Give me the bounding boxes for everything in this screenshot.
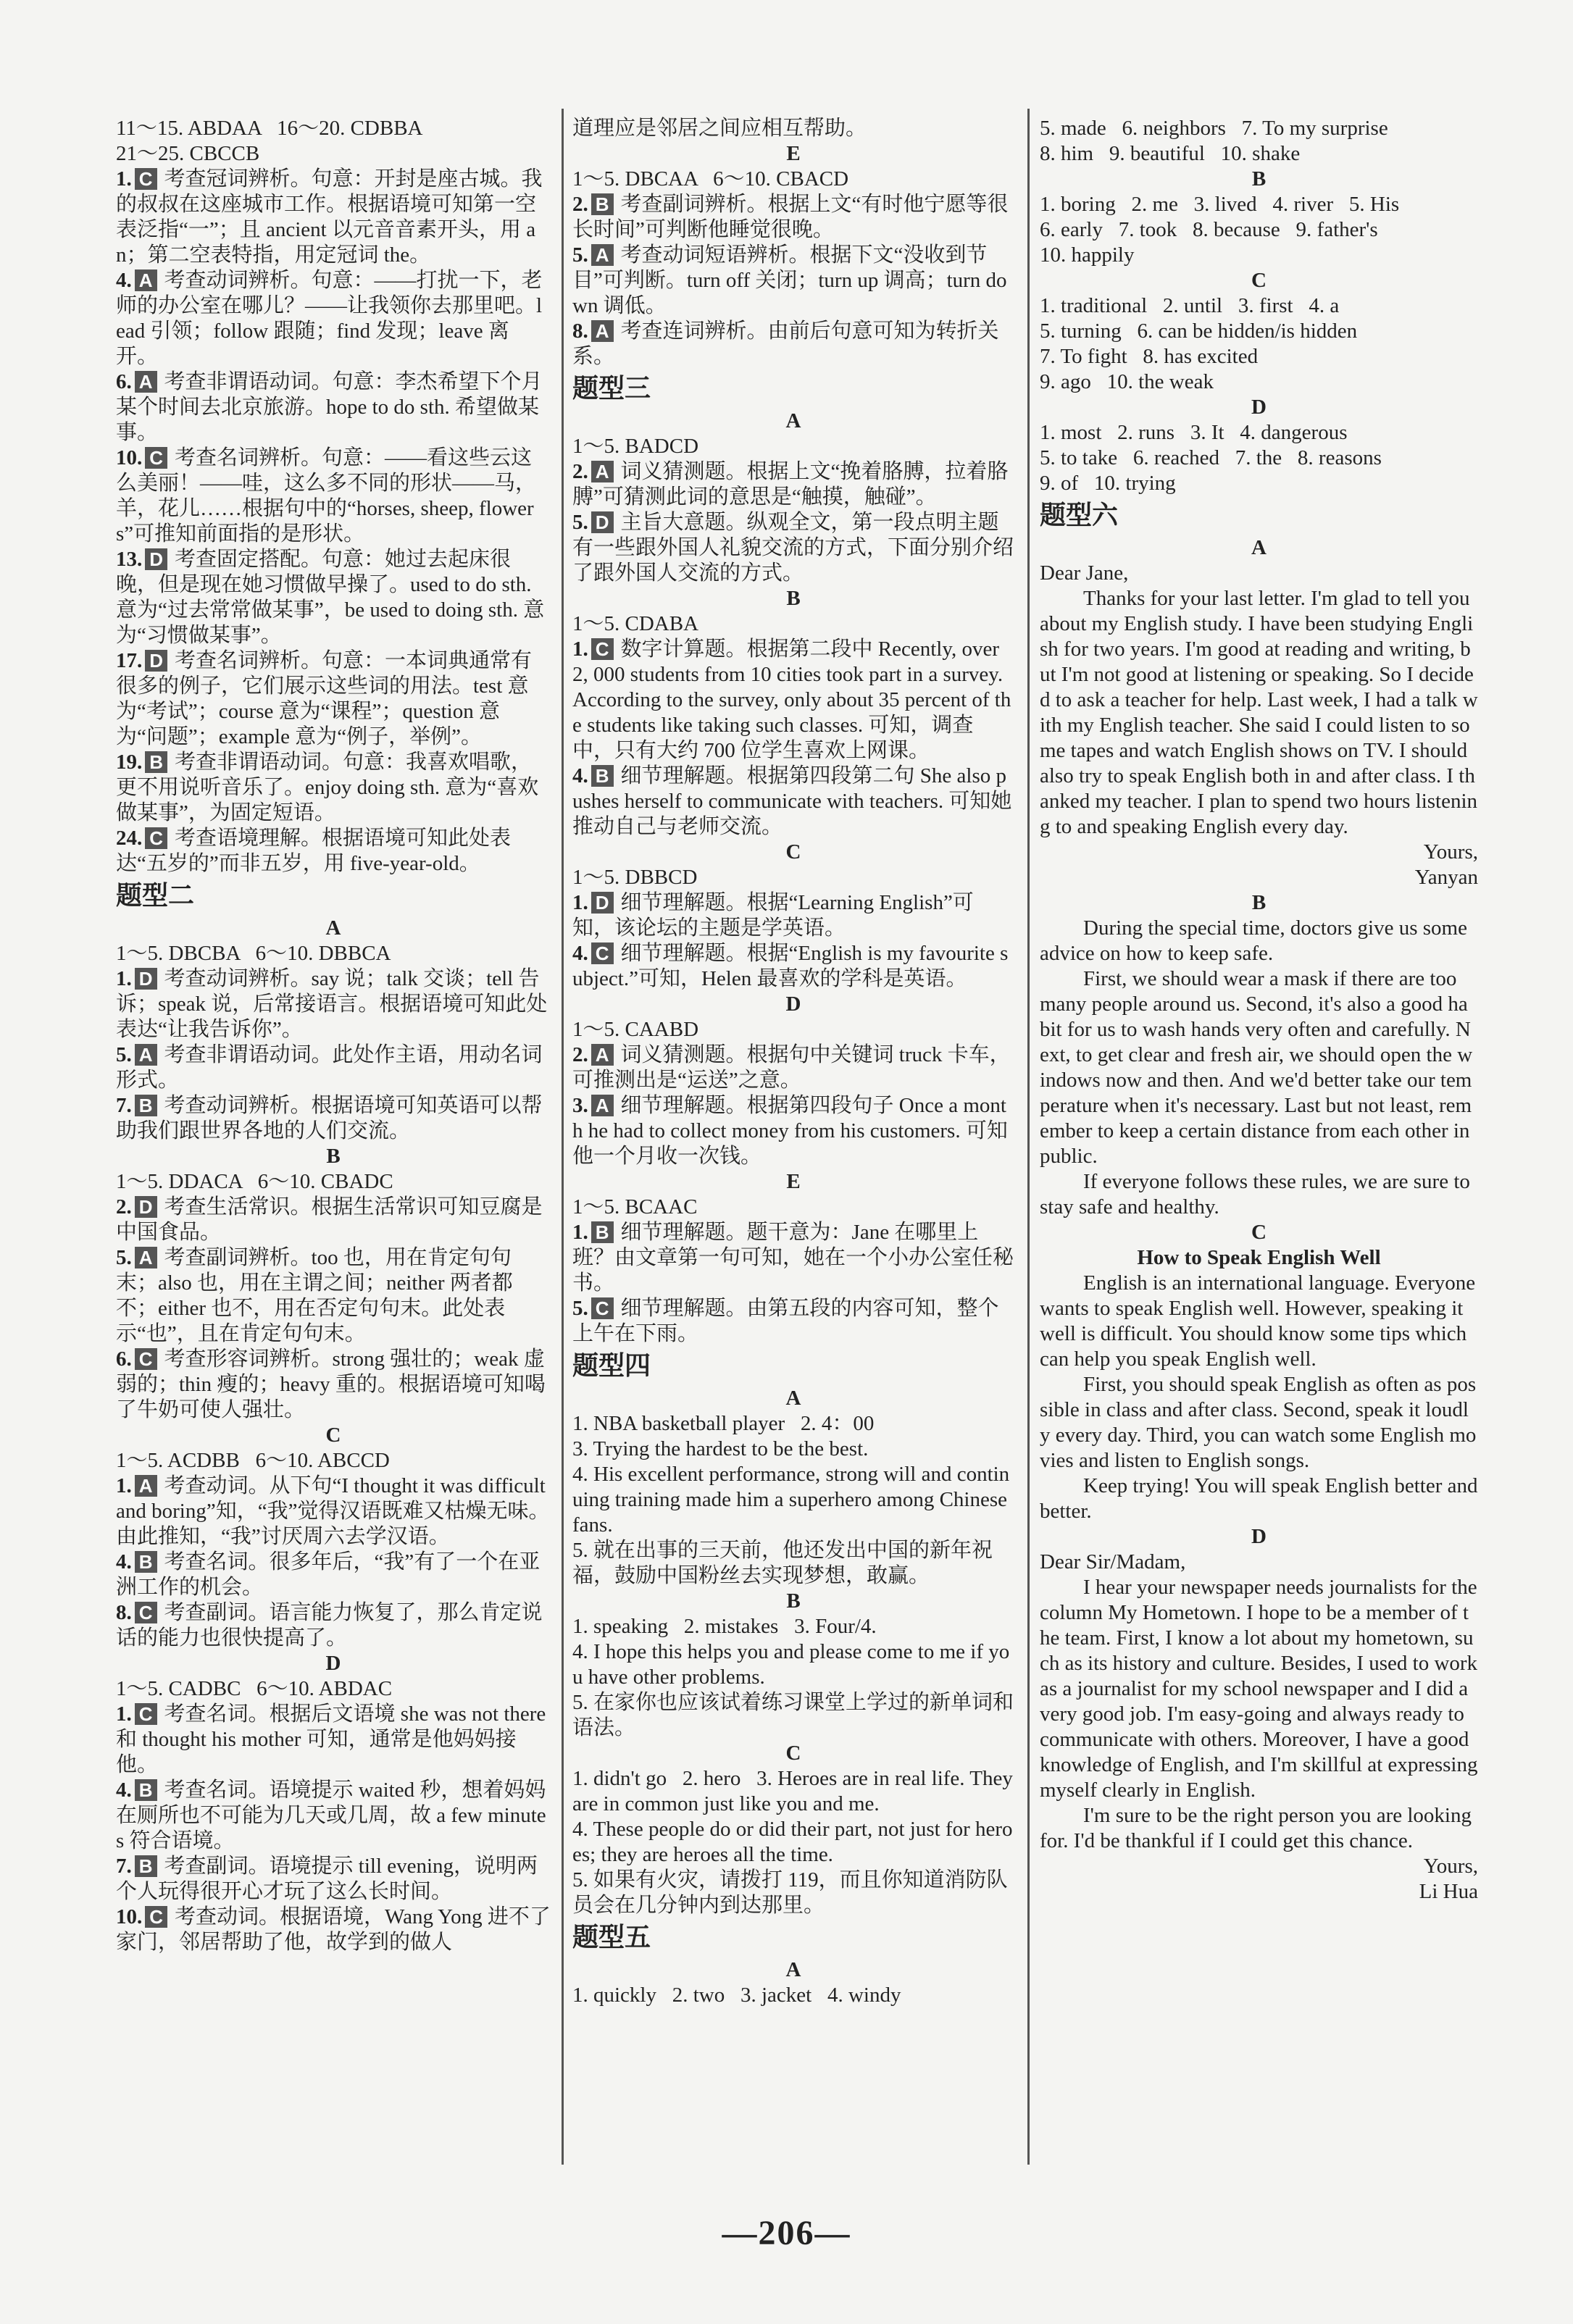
answer-line: 1～5. CDABA (572, 612, 699, 635)
answer-explanation (116, 966, 551, 1042)
answer-explanation (116, 648, 551, 750)
answer-option-badge: D (145, 650, 167, 672)
question-number: 5. (572, 243, 588, 267)
answer-line: 10. happily (1040, 243, 1135, 267)
question-number: 1. (572, 1221, 588, 1244)
answer-line: 1～5. CAABD (572, 1018, 699, 1041)
answer-line: 1～5. BCAAC (572, 1195, 698, 1219)
answer-line: 1～5. DDACA 6～10. CBADC (116, 1170, 393, 1193)
passage-label: C (785, 1742, 801, 1765)
question-number: 5. (572, 1297, 588, 1320)
question-number: 8. (572, 319, 588, 343)
explanation-text: 细节理解题。根据“Learning English”可知，该论坛的主题是学英语。 (572, 891, 974, 940)
explanation-text: 考查动词短语辨析。根据下文“没收到节目”可判断。turn off 关闭；turn up 调高；turn down 调低。 (572, 243, 1007, 317)
answer-explanation (572, 1042, 1014, 1093)
question-number: 4. (116, 1550, 132, 1573)
question-number: 5. (116, 1043, 132, 1066)
explanation-text: 细节理解题。根据第四段第二句 She also pushes herself to communicate with teachers. 可知她推动自己与老师交流。 (572, 764, 1012, 838)
question-number: 10. (116, 1905, 143, 1928)
answer-option-badge: B (135, 1551, 157, 1573)
passage-label: A (785, 1958, 801, 1981)
explanation-text: 考查名词辨析。句意：一本词典通常有很多的例子，它们展示这些词的用法。test 意为“考试”；course 意为“课程”；question 意为“问题”；example 意为“例子，举例”。 (116, 649, 533, 748)
answer-line: 5. turning 6. can be hidden/is hidden (1040, 319, 1358, 343)
question-number: 3. (572, 1094, 588, 1117)
answer-line: 道理应是邻居之间应相互帮助。 (572, 117, 867, 140)
question-number: 1. (116, 967, 132, 990)
passage-label: D (1251, 396, 1267, 419)
answer-option-badge: A (135, 1044, 157, 1066)
question-number: 2. (572, 193, 588, 216)
question-number: 4. (116, 269, 132, 292)
answer-line: 1. didn't go 2. hero 3. Heroes are in real life. They are in common just like you and me. (572, 1767, 1019, 1815)
passage-label: E (786, 142, 801, 165)
answer-line: 1～5. CADBC 6～10. ABDAC (116, 1677, 393, 1700)
section-heading: 题型三 (572, 374, 651, 404)
answer-explanation (572, 637, 1014, 764)
answer-line: 5. 就在出事的三天前，他还发出中国的新年祝福，鼓励中国粉丝去实现梦想，敢赢。 (572, 1539, 993, 1587)
question-number: 4. (572, 942, 588, 965)
answer-line: 4. I hope this helps you and please come to me if you have other problems. (572, 1640, 1010, 1689)
answer-explanation (572, 319, 1014, 369)
answer-line: 8. him 9. beautiful 10. shake (1040, 142, 1301, 165)
column-divider (1027, 109, 1030, 2165)
passage-label: B (786, 587, 801, 610)
answer-line: 1. most 2. runs 3. It 4. dangerous (1040, 421, 1348, 444)
explanation-text: 词义猜测题。根据句中关键词 truck 卡车，可推测出是“运送”之意。 (572, 1043, 1011, 1092)
essay-paragraph: Thanks for your last letter. I'm glad to tell you about my English study. I have been studying English for two years. I'm good at reading and writing, but I'm not good at listening or speaking. So I decided to ask a teacher for help. Last week, I had a talk with my English teacher. She said I could listen to some tapes and watch English shows on TV. I should also try to speak English both in and after class. I thanked my teacher. I plan to spend two hours listening to and speaking English every day. (1040, 587, 1478, 838)
essay-paragraph: English is an international language. Everyone wants to speak English well. However, speaking it well is difficult. You should know some tips which can help you speak English well. (1040, 1271, 1481, 1371)
answer-line: 5. 如果有火灾，请拨打 119，而且你知道消防队员会在几分钟内到达那里。 (572, 1868, 1008, 1917)
answer-option-badge: A (135, 1475, 157, 1497)
section-heading: 题型二 (116, 881, 195, 911)
answer-explanation (116, 446, 551, 547)
question-number: 1. (572, 638, 588, 661)
answer-line: 9. of 10. trying (1040, 472, 1176, 495)
explanation-text: 考查固定搭配。句意：她过去起床很晚，但是现在她习惯做早操了。used to do sth. 意为“过去常常做某事”，be used to doing sth. 意为“习惯做某事”。 (116, 548, 545, 647)
answer-option-badge: D (135, 1196, 157, 1218)
passage-label: C (325, 1424, 341, 1447)
explanation-text: 考查非谓语动词。此处作主语，用动名词形式。 (116, 1043, 543, 1092)
answer-option-badge: B (135, 1779, 157, 1801)
answer-line: 9. ago 10. the weak (1040, 370, 1214, 393)
question-number: 1. (572, 891, 588, 914)
question-number: 2. (572, 1043, 588, 1066)
answer-line: Dear Sir/Madam, (1040, 1550, 1186, 1573)
answer-line: 5. made 6. neighbors 7. To my surprise (1040, 117, 1388, 140)
answer-option-badge: C (135, 168, 157, 190)
passage-label: D (325, 1652, 341, 1675)
column-2 (572, 116, 1019, 2165)
answer-option-badge: C (591, 638, 614, 660)
explanation-text: 主旨大意题。纵观全文，第一段点明主题有一些跟外国人礼貌交流的方式，下面分别介绍了跟外国人交流的方式。 (572, 511, 1014, 585)
explanation-text: 考查连词辨析。由前后句意可知为转折关系。 (572, 319, 999, 368)
letter-signoff: Yanyan (1414, 866, 1478, 889)
answer-explanation (116, 547, 551, 648)
answer-line: 3. Trying the hardest to be the best. (572, 1437, 869, 1460)
answer-option-badge: A (135, 1247, 157, 1268)
answer-option-badge: B (591, 765, 614, 787)
explanation-text: 考查生活常识。根据生活常识可知豆腐是中国食品。 (116, 1195, 543, 1244)
essay-paragraph: I hear your newspaper needs journalists for the column My Hometown. I hope to be a member of the team. First, I know a lot about my hometown, such as its history and culture. Besides, I used to work as a journalist for my school newspaper and I did a very good job. I'm easy-going and always ready to communicate with others. Moreover, I have a good knowledge of English, and I'm skillful at expressing myself clearly in English. (1040, 1576, 1483, 1802)
answer-line: 6. early 7. took 8. because 9. father's (1040, 218, 1378, 241)
essay-paragraph: If everyone follows these rules, we are sure to stay safe and healthy. (1040, 1170, 1476, 1219)
essay-paragraph: First, you should speak English as often as possible in class and after class. Second, speak it loudly every day. Third, you can watch some English movies and listen to English songs. (1040, 1373, 1477, 1472)
passage-label: A (1251, 536, 1267, 559)
passage-label: A (325, 916, 341, 940)
answer-option-badge: D (591, 892, 614, 914)
answer-line: 5. to take 6. reached 7. the 8. reasons (1040, 446, 1382, 469)
passage-label: B (1251, 167, 1267, 191)
answer-explanation (116, 1474, 551, 1550)
answer-option-badge: A (591, 244, 614, 266)
question-number: 13. (116, 548, 143, 571)
explanation-text: 考查形容词辨析。strong 强壮的；weak 虚弱的；thin 瘦的；heavy 重的。根据语境可知喝了牛奶可使人强壮。 (116, 1347, 546, 1421)
explanation-text: 细节理解题。根据第四段句子 Once a month he had to collect money from his customers. 可知他一个月收一次钱。 (572, 1094, 1008, 1168)
answer-line: 5. 在家你也应该试着练习课堂上学过的新单词和语法。 (572, 1691, 1014, 1739)
explanation-text: 考查名词辨析。句意：——看这些云这么美丽！——哇，这么多不同的形状——马，羊，花儿……根据句中的“horses, sheep, flowers”可推知前面指的是形状。 (116, 446, 537, 546)
explanation-text: 考查非谓语动词。句意：李杰希望下个月某个时间去北京旅游。hope to do sth. 希望做某事。 (116, 370, 543, 444)
answer-explanation (116, 750, 551, 826)
passage-label: B (1251, 891, 1267, 914)
explanation-text: 细节理解题。由第五段的内容可知，整个上午在下雨。 (572, 1297, 999, 1345)
answer-option-badge: B (591, 193, 614, 215)
section-heading: 题型六 (1040, 501, 1119, 530)
question-number: 7. (116, 1855, 132, 1878)
answer-option-badge: C (145, 447, 167, 469)
explanation-text: 考查副词。语境提示 till evening，说明两个人玩得很开心才玩了这么长时间。 (116, 1855, 538, 1903)
question-number: 19. (116, 751, 143, 774)
answer-explanation (116, 1042, 551, 1093)
answer-explanation (116, 1093, 551, 1144)
answer-explanation (572, 510, 1014, 586)
answer-explanation (572, 890, 1014, 941)
answer-explanation (116, 1905, 551, 1955)
answer-explanation (572, 941, 1014, 992)
answer-option-badge: B (145, 751, 167, 773)
explanation-text: 考查动词。根据语境，Wang Yong 进不了家门，邻居帮助了他，故学到的做人 (116, 1905, 551, 1954)
question-number: 7. (116, 1094, 132, 1117)
letter-signoff: Yours, (1423, 1855, 1478, 1878)
answer-line: Dear Jane, (1040, 561, 1129, 585)
explanation-text: 考查动词辨析。句意：——打扰一下，老师的办公室在哪儿？——让我领你去那里吧。lead 引领；follow 跟随；find 发现；leave 离开。 (116, 269, 543, 368)
explanation-text: 考查语境理解。根据语境可知此处表达“五岁的”而非五岁，用 five-year-old。 (116, 827, 512, 875)
answer-option-badge: A (135, 269, 157, 291)
answer-explanation (572, 459, 1014, 510)
explanation-text: 考查副词辨析。too 也，用在肯定句句末；also 也，用在主谓之间；neither 两者都不；either 也不，用在否定句句末。此处表示“也”，且在肯定句句末。 (116, 1246, 513, 1345)
explanation-text: 数字计算题。根据第二段中 Recently, over 2, 000 students from 10 cities took part in a survey. According to the survey, only about 35 percent of the students like taking such classes. 可知，调查中，只有大约 700 位学生喜欢上网课。 (572, 638, 1011, 762)
passage-label: A (785, 409, 801, 432)
answer-explanation (116, 268, 551, 369)
answer-explanation (116, 1550, 551, 1600)
answer-option-badge: A (591, 461, 614, 482)
question-number: 4. (116, 1778, 132, 1802)
question-number: 2. (572, 460, 588, 483)
answer-line: 1. NBA basketball player 2. 4：00 (572, 1412, 875, 1435)
page-number: —206— (722, 2214, 851, 2252)
answer-line: 1. traditional 2. until 3. first 4. a (1040, 294, 1340, 317)
answer-line: 4. His excellent performance, strong will and continuing training made him a superhero among Chinese fans. (572, 1463, 1013, 1537)
explanation-text: 考查名词。根据后文语境 she was not there 和 thought his mother 可知，通常是他妈妈接他。 (116, 1702, 546, 1776)
answer-explanation (572, 1296, 1014, 1347)
passage-label: B (786, 1589, 801, 1613)
question-number: 24. (116, 827, 143, 850)
question-number: 6. (116, 1347, 132, 1371)
explanation-text: 考查名词。很多年后，“我”有了一个在亚洲工作的机会。 (116, 1550, 541, 1599)
letter-signoff: Yours, (1423, 840, 1478, 864)
question-number: 10. (116, 446, 143, 469)
answer-option-badge: B (591, 1221, 614, 1243)
answer-line: 1. speaking 2. mistakes 3. Four/4. (572, 1615, 877, 1638)
answer-line: 7. To fight 8. has excited (1040, 345, 1259, 368)
answer-explanation (572, 1093, 1014, 1169)
explanation-text: 词义猜测题。根据上文“挽着胳膊，拉着胳膊”可猜测此词的意思是“触摸，触碰”。 (572, 460, 1009, 509)
explanation-text: 考查动词辨析。say 说；talk 交谈；tell 告诉；speak 说，后常接语言。根据语境可知此处表达“让我告诉你”。 (116, 967, 548, 1041)
answer-line: 21～25. CBCCB (116, 142, 260, 165)
letter-signoff: Li Hua (1419, 1880, 1478, 1903)
passage-label: E (786, 1170, 801, 1193)
answer-option-badge: A (591, 1044, 614, 1066)
answer-option-badge: D (145, 548, 167, 570)
answer-option-badge: C (135, 1703, 157, 1725)
answer-line: 1～5. DBCAA 6～10. CBACD (572, 167, 849, 191)
question-number: 2. (116, 1195, 132, 1219)
answer-option-badge: C (135, 1348, 157, 1370)
column-3 (1040, 116, 1483, 2165)
essay-paragraph: During the special time, doctors give us some advice on how to keep safe. (1040, 916, 1473, 965)
answer-option-badge: D (591, 511, 614, 533)
essay-paragraph: First, we should wear a mask if there are too many people around us. Second, it's also a good habit for us to wash hands very often and carefully. Next, to get clear and fresh air, we should open the windows now and then. And we'd better take our temperature when it's necessary. Last but not least, remember to keep a certain distance from each other in public. (1040, 967, 1475, 1168)
explanation-text: 细节理解题。根据“English is my favourite subject.”可知，Helen 最喜欢的学科是英语。 (572, 942, 1009, 990)
answer-option-badge: A (135, 371, 157, 393)
answer-option-badge: C (135, 1602, 157, 1623)
explanation-text: 考查动词辨析。根据语境可知英语可以帮助我们跟世界各地的人们交流。 (116, 1094, 543, 1142)
explanation-text: 考查副词辨析。根据上文“有时他宁愿等很长时间”可判断他睡觉很晚。 (572, 193, 1009, 241)
question-number: 1. (116, 1474, 132, 1497)
answer-option-badge: C (145, 827, 167, 849)
question-number: 8. (116, 1601, 132, 1624)
passage-label: B (326, 1145, 341, 1168)
essay-paragraph: I'm sure to be the right person you are looking for. I'd be thankful if I could get this chance. (1040, 1804, 1477, 1852)
question-number: 1. (116, 167, 132, 191)
answer-explanation (116, 1195, 551, 1245)
section-heading: 题型四 (572, 1351, 651, 1381)
answer-line: 4. These people do or did their part, not just for heroes; they are heroes all the time. (572, 1818, 1013, 1866)
answer-option-badge: C (591, 1297, 614, 1319)
column-1 (116, 116, 551, 2165)
answer-explanation (572, 243, 1014, 319)
answer-explanation (116, 1702, 551, 1778)
answer-explanation (572, 192, 1014, 243)
essay-paragraph: Keep trying! You will speak English better and better. (1040, 1474, 1483, 1523)
column-divider (562, 109, 564, 2165)
answer-line: 1～5. ACDBB 6～10. ABCCD (116, 1449, 390, 1472)
answer-option-badge: A (591, 320, 614, 342)
question-number: 5. (116, 1246, 132, 1269)
explanation-text: 考查名词。语境提示 waited 秒，想着妈妈在厕所也不可能为几天或几周，故 a few minutes 符合语境。 (116, 1778, 546, 1852)
passage-label: C (1251, 269, 1267, 292)
answer-option-badge: C (591, 942, 614, 964)
answer-explanation (116, 1245, 551, 1347)
answer-option-badge: D (135, 968, 157, 990)
answer-option-badge: C (145, 1906, 167, 1928)
passage-label: D (785, 992, 801, 1016)
explanation-text: 考查动词。从下句“I thought it was difficult and boring”知，“我”觉得汉语既难又枯燥无味。由此推知，“我”讨厌周六去学汉语。 (116, 1474, 550, 1548)
question-number: 17. (116, 649, 143, 672)
explanation-text: 细节理解题。题干意为：Jane 在哪里上班？由文章第一句可知，她在一个小办公室任秘书。 (572, 1221, 1014, 1295)
answer-line: 1～5. DBCBA 6～10. DBBCA (116, 942, 391, 965)
answer-line: 1～5. DBBCD (572, 866, 698, 889)
passage-label: A (785, 1387, 801, 1410)
answer-option-badge: B (135, 1095, 157, 1116)
question-number: 6. (116, 370, 132, 393)
passage-label: C (785, 840, 801, 864)
answer-option-badge: A (591, 1095, 614, 1116)
answer-explanation (116, 167, 551, 268)
explanation-text: 考查非谓语动词。句意：我喜欢唱歌，更不用说听音乐了。enjoy doing sth. 意为“喜欢做某事”，为固定短语。 (116, 751, 539, 824)
answer-line: 1～5. BADCD (572, 435, 699, 458)
explanation-text: 考查副词。语言能力恢复了，那么肯定说话的能力也很快提高了。 (116, 1601, 543, 1650)
answer-line: 1. boring 2. me 3. lived 4. river 5. His (1040, 193, 1400, 216)
answer-explanation (116, 1854, 551, 1905)
question-number: 1. (116, 1702, 132, 1726)
answer-explanation (116, 369, 551, 446)
question-number: 5. (572, 511, 588, 534)
passage-label: D (1251, 1525, 1267, 1548)
answer-line: 1. quickly 2. two 3. jacket 4. windy (572, 1984, 901, 2007)
essay-title: How to Speak English Well (1137, 1246, 1381, 1269)
section-heading: 题型五 (572, 1923, 651, 1952)
question-number: 4. (572, 764, 588, 787)
answer-explanation (116, 826, 551, 877)
answer-line: 11～15. ABDAA 16～20. CDBBA (116, 117, 423, 140)
answer-explanation (572, 764, 1014, 840)
passage-label: C (1251, 1221, 1267, 1244)
answer-explanation (116, 1347, 551, 1423)
explanation-text: 考查冠词辨析。句意：开封是座古城。我的叔叔在这座城市工作。根据语境可知第一空表泛指“一”；且 ancient 以元音音素开头，用 an；第二空表特指，用定冠词 the。 (116, 167, 543, 267)
answer-explanation (116, 1600, 551, 1651)
answer-explanation (572, 1220, 1014, 1296)
answer-option-badge: B (135, 1855, 157, 1877)
answer-explanation (116, 1778, 551, 1854)
